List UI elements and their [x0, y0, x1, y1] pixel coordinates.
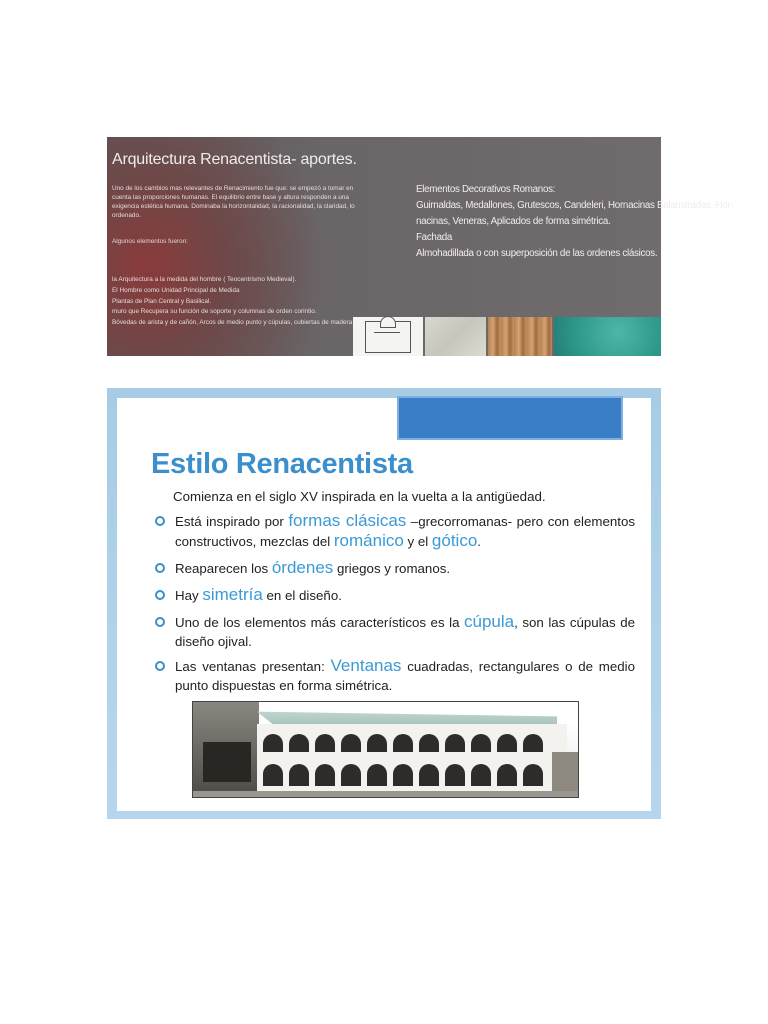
- slide2-title: Estilo Renacentista: [151, 448, 413, 480]
- right-line: nacinas, Veneras, Aplicados de forma simétrica.: [416, 216, 611, 227]
- header-tab-decoration: [399, 398, 621, 438]
- slide1-decorative-elements: [416, 182, 734, 262]
- right-line: Almohadillada o con superposición de las ordenes clásicos.: [416, 248, 658, 259]
- slide2-content: [117, 398, 651, 811]
- right-line: Elementos Decorativos Romanos:: [416, 184, 556, 195]
- bullet-item: Reaparecen los órdenes griegos y romanos.: [155, 558, 635, 578]
- slide-estilo-renacentista: [107, 388, 661, 819]
- bullet-item: Hay simetría en el diseño.: [155, 585, 635, 605]
- list-item: Plantas de Plan Central y Basilical.: [112, 297, 212, 305]
- slide1-subheading: Algunos elementos fueron:: [112, 238, 189, 245]
- right-line: Fachada: [416, 232, 453, 243]
- bullet-item: Uno de los elementos más característicos es la cúpula, son las cúpulas de diseño ojival.: [155, 612, 635, 651]
- bullet-icon: [155, 661, 165, 671]
- list-item: muro que Recupera su función de soporte y columnas de orden corintio.: [112, 308, 317, 316]
- right-line: Guirnaldas, Medallones, Grutescos, Candeleri, Hornacinas Balaustradas, Hor-: [416, 200, 734, 211]
- slide1-thumbnails: [353, 317, 661, 356]
- bullet-icon: [155, 590, 165, 600]
- renaissance-building-photo: [192, 701, 579, 798]
- bullet-item: Está inspirado por formas clásicas –grecorromanas- pero con elementos constructivos, mezclas del románico y el gótico.: [155, 511, 635, 551]
- slide1-list: [112, 275, 353, 329]
- slide2-intro: Comienza en el siglo XV inspirada en la vuelta a la antigüedad.: [173, 489, 546, 504]
- bullet-icon: [155, 563, 165, 573]
- list-item: la Arquitectura a la medida del hombre ( Teocentrismo Medieval).: [112, 276, 297, 283]
- floor-plan-image: [353, 317, 423, 356]
- relief-image: [425, 317, 487, 356]
- slide-arquitectura-aportes: [107, 137, 734, 356]
- green-ornament-image: [554, 317, 661, 356]
- slide1-intro: Uno de los cambios mas relevantes de Renacimiento fue que: se empezó a tomar en cuenta las proporciones humanas. El equilibrio entre base y altura responden a una exigencia estética humana. Dominaba la horizontalidad, la racionalidad, la claridad, lo ordenado.: [112, 185, 355, 219]
- slide1-title: Arquitectura Renacentista- aportes.: [112, 151, 357, 168]
- bullet-icon: [155, 617, 165, 627]
- list-item: El Hombre como Unidad Principal de Medida: [112, 286, 240, 294]
- carved-facade-image: [488, 317, 552, 356]
- bullet-icon: [155, 516, 165, 526]
- list-item: Bóvedas de arista y de cañón, Arcos de medio punto y cúpulas, cubiertas de madera: [112, 319, 353, 327]
- bullet-item: Las ventanas presentan: Ventanas cuadradas, rectangulares o de medio punto dispuestas en forma simétrica.: [155, 656, 635, 695]
